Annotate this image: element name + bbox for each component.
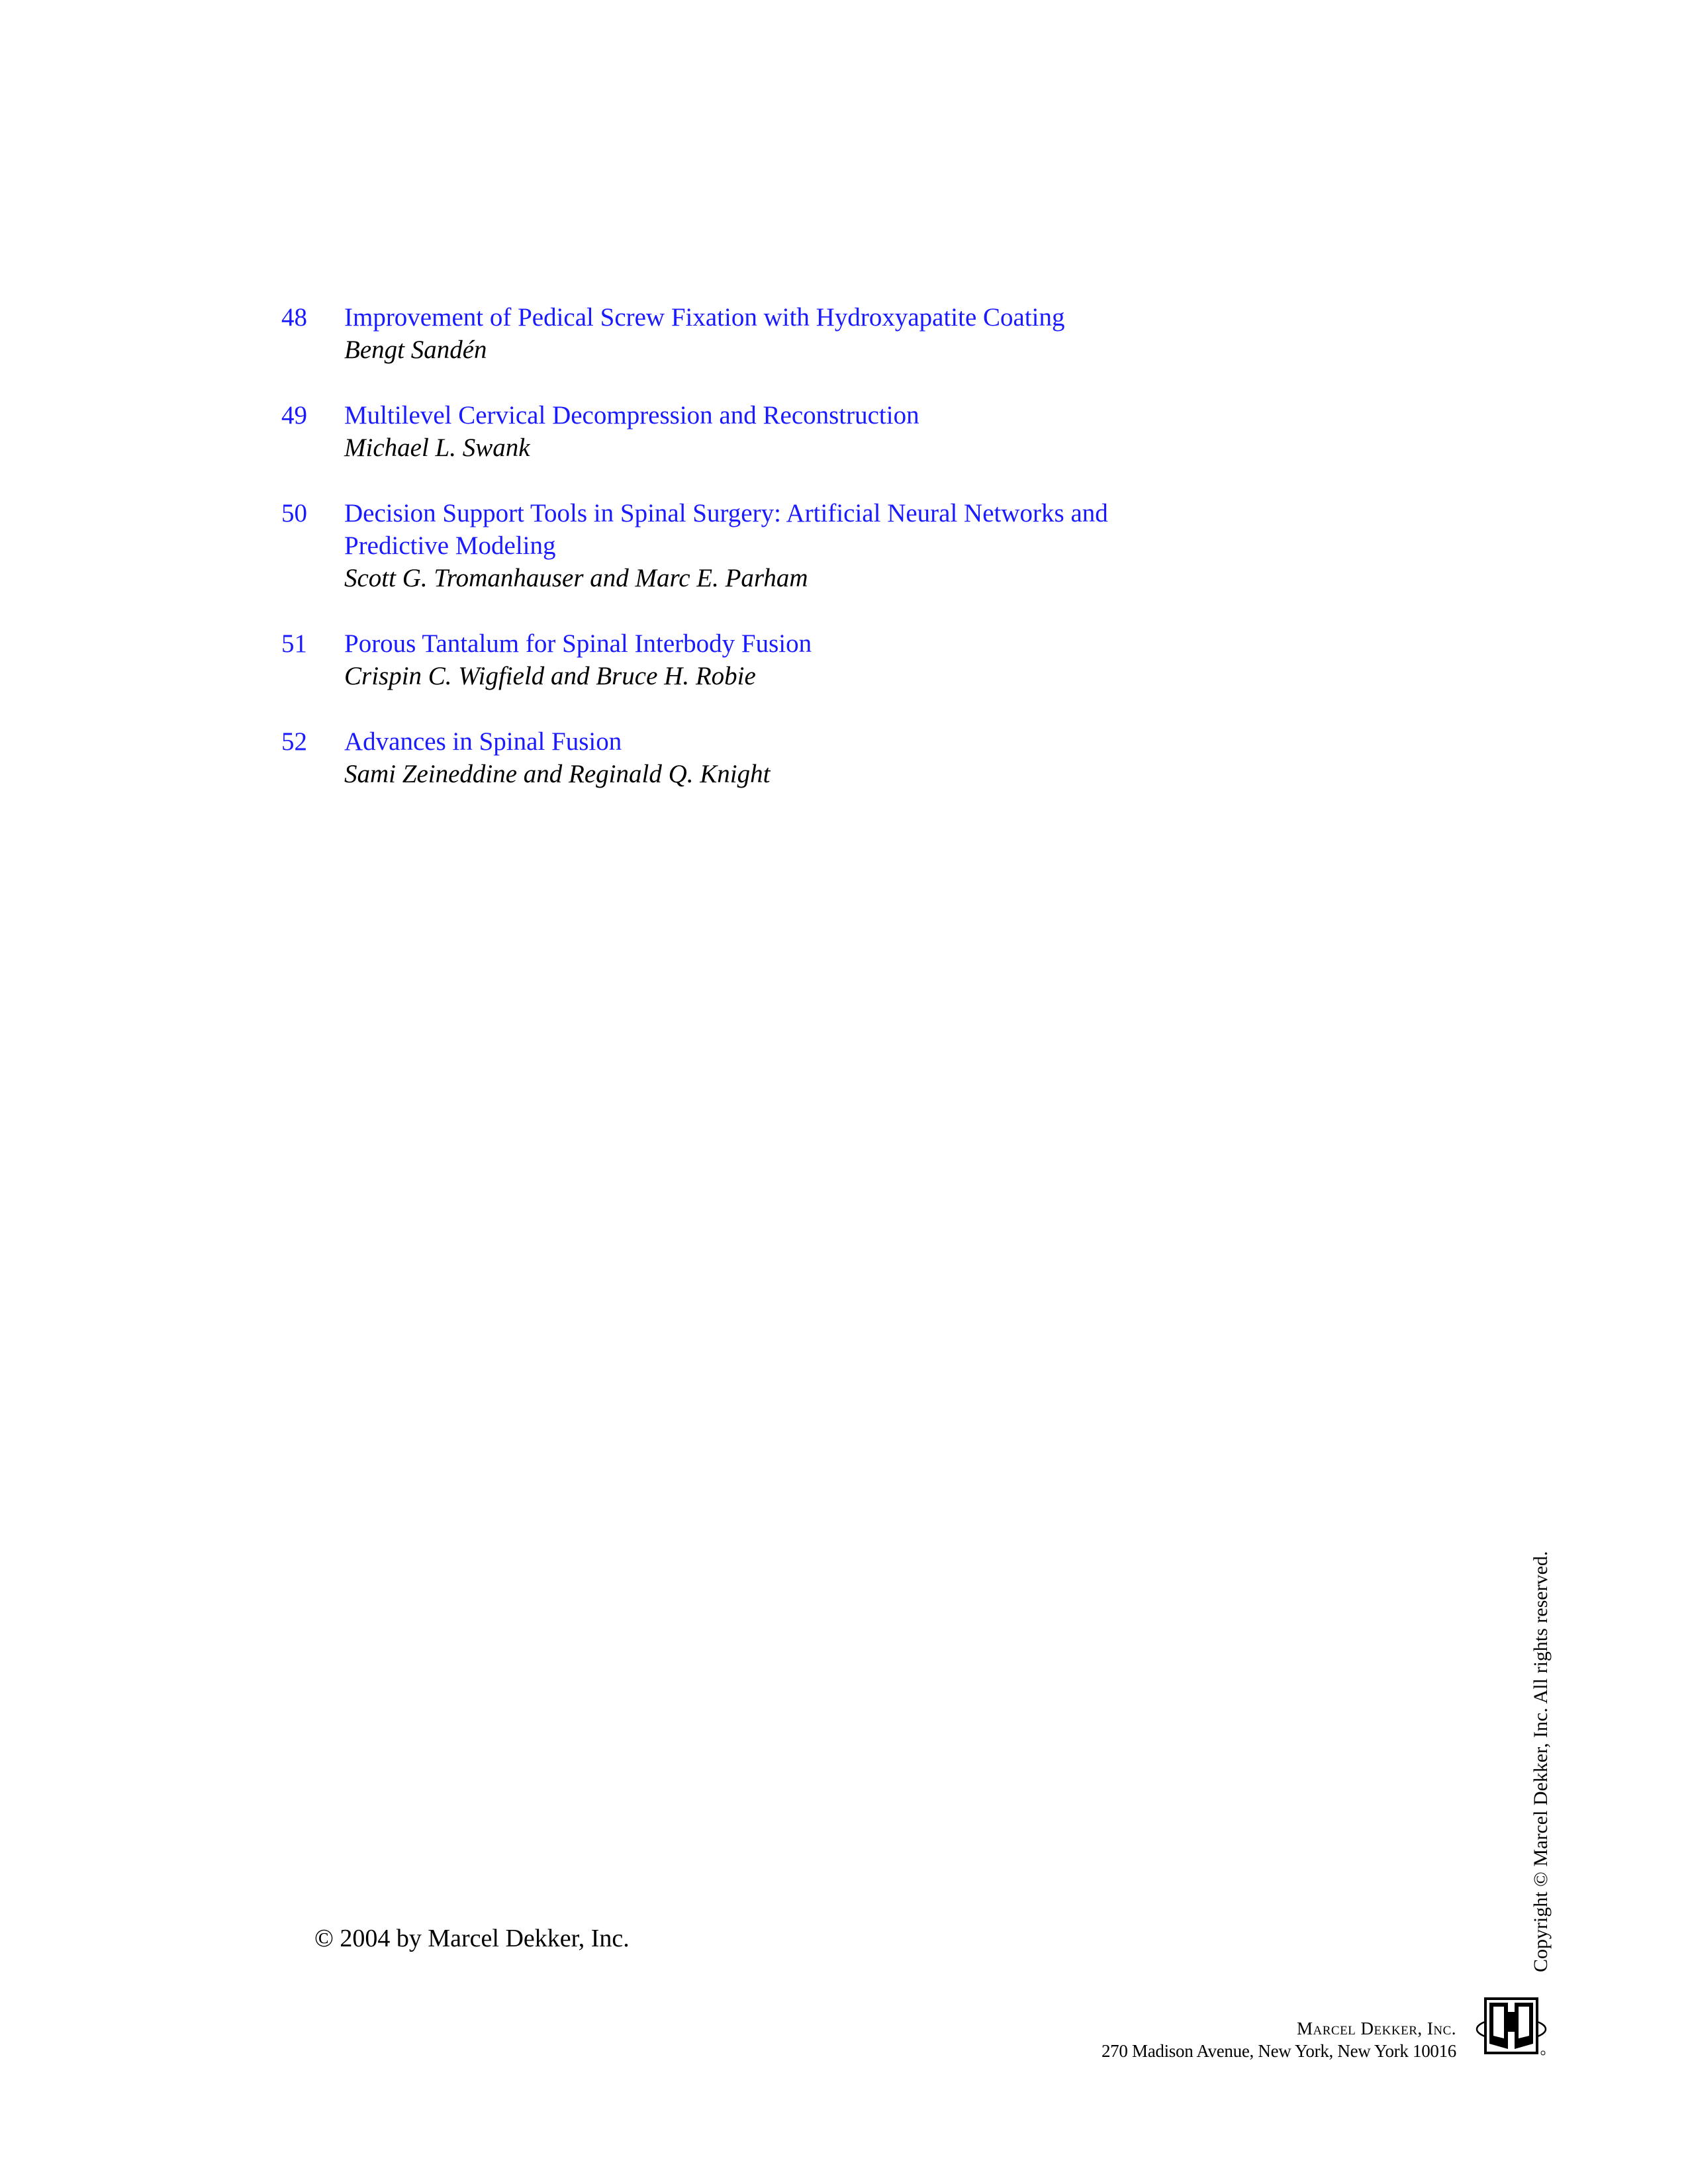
chapter-authors: Sami Zeineddine and Reginald Q. Knight [344,760,771,788]
chapter-authors: Michael L. Swank [344,433,530,462]
publisher-imprint [1102,2017,1456,2062]
chapter-title-link[interactable]: Advances in Spinal Fusion [344,727,622,756]
chapter-authors: Crispin C. Wigfield and Bruce H. Robie [344,662,756,690]
chapter-number-link[interactable]: 52 [281,727,307,756]
side-copyright-text: Copyright © Marcel Dekker, Inc. All rights reserved. [1530,1551,1552,1972]
toc-entry-52 [281,725,1340,790]
chapter-number-link[interactable]: 51 [281,629,307,658]
toc-entry-50 [281,497,1340,594]
chapter-authors: Bengt Sandén [344,336,487,364]
chapter-title-link-line-2[interactable]: Predictive Modeling [344,531,556,560]
chapter-number-link[interactable]: 50 [281,499,307,527]
toc-entry-48 [281,301,1340,366]
chapter-number-link[interactable]: 48 [281,303,307,332]
chapter-title-link-line-1[interactable]: Decision Support Tools in Spinal Surgery: Artificial Neural Networks and [344,499,1108,527]
publisher-address: 270 Madison Avenue, New York, New York 10016 [1101,2041,1456,2061]
toc-entry-49 [281,399,1340,464]
chapter-number-link[interactable]: 49 [281,401,307,430]
marcel-dekker-logo-icon [1475,1992,1548,2058]
chapter-title-link[interactable]: Porous Tantalum for Spinal Interbody Fusion [344,629,812,658]
chapter-authors: Scott G. Tromanhauser and Marc E. Parham [344,564,808,592]
chapter-title-link[interactable]: Multilevel Cervical Decompression and Reconstruction [344,401,919,430]
table-of-contents [281,301,1340,823]
chapter-title-link[interactable]: Improvement of Pedical Screw Fixation with Hydroxyapatite Coating [344,303,1065,332]
footer-copyright: © 2004 by Marcel Dekker, Inc. [314,1925,630,1952]
publisher-name: Marcel Dekker, Inc. [1297,2019,1456,2038]
toc-entry-51 [281,627,1340,692]
